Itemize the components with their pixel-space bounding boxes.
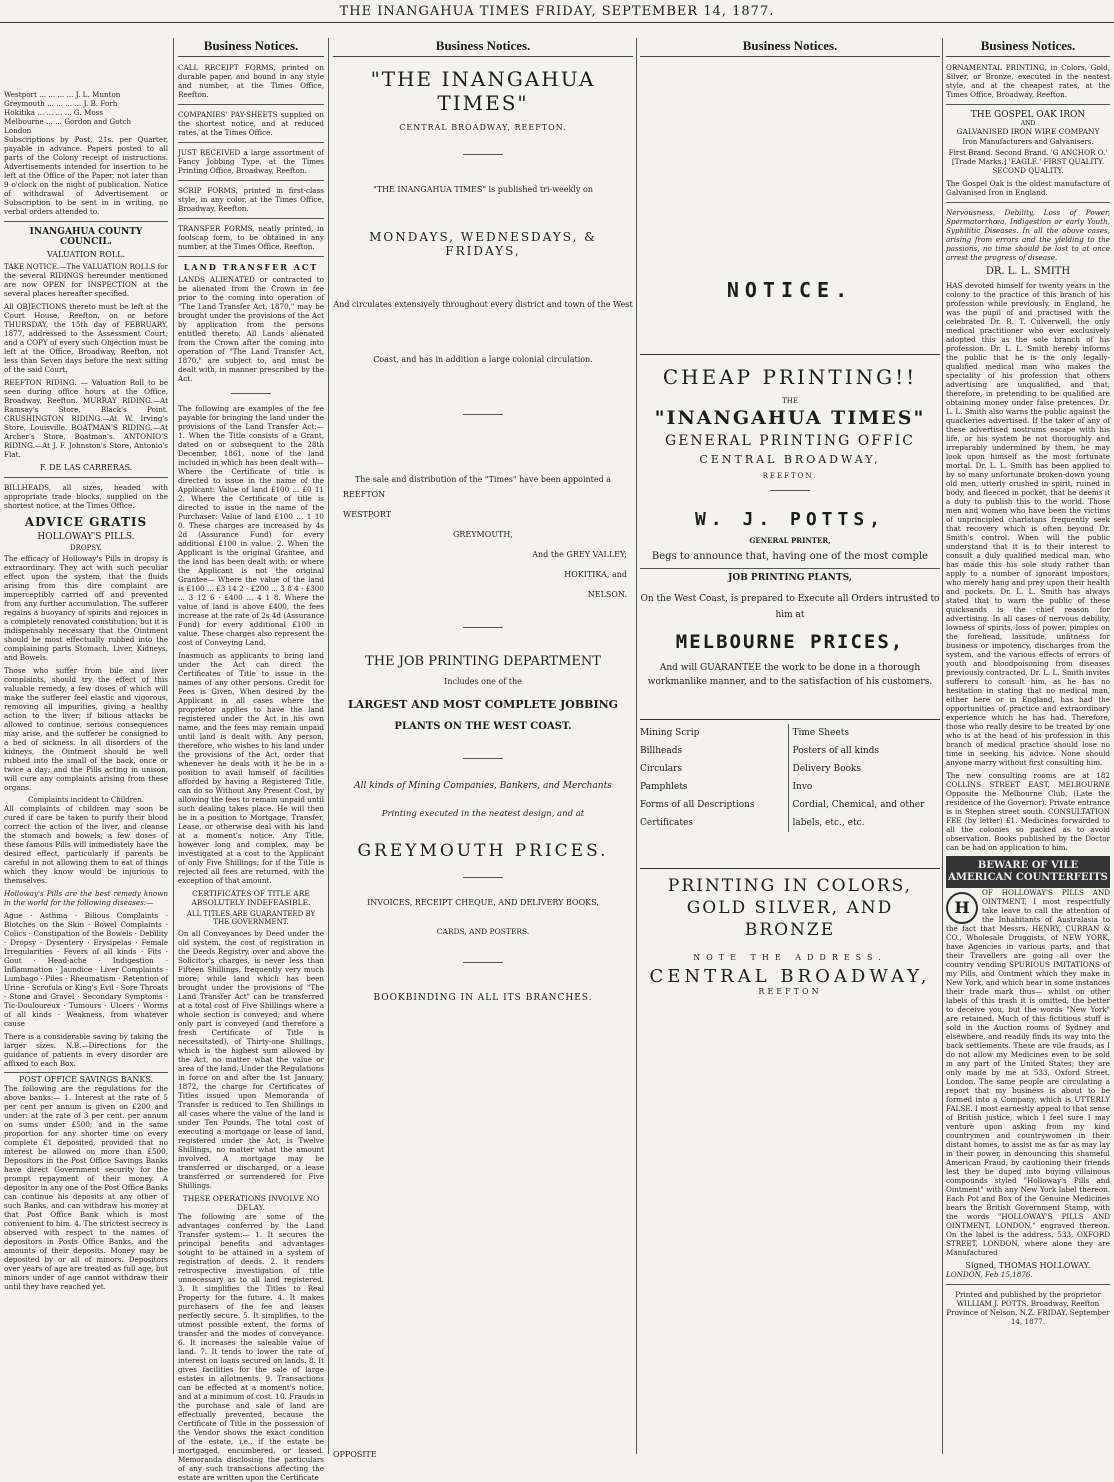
guarantee-heading: ALL TITLES ARE GUARANTEED BY THE GOVERNMENT. [186, 910, 316, 926]
holloway-heading: HOLLOWAY'S PILLS. [37, 532, 135, 542]
place-line: NELSON. [587, 590, 627, 599]
colors-heading: PRINTING IN COLORS, GOLD SILVER, AND BRONZE [667, 876, 913, 940]
agent-line: London [4, 126, 32, 135]
column-1 [4, 38, 168, 1448]
agents-list [4, 90, 168, 135]
place-line: REEFTON [343, 490, 386, 499]
print-item: Circulars [640, 764, 683, 774]
job-plants: JOB PRINTING PLANTS, [640, 568, 940, 583]
column-3 [333, 38, 633, 1448]
diseases-heading: Holloway's Pills are the best remedy known in the world for the following diseases:— [4, 889, 168, 907]
times-heading: "INANGAHUA TIMES" [654, 407, 926, 429]
print-item: Forms of all Descriptions [640, 800, 755, 810]
trademark-seal: H [946, 892, 978, 924]
central-broadway-footer: CENTRAL BROADWAY, [649, 966, 931, 987]
beware-banner: BEWARE OF VILE AMERICAN COUNTERFEITS [946, 856, 1110, 888]
place-line: GREYMOUTH, [453, 530, 513, 539]
items-right [789, 724, 941, 832]
consulting-rooms: The new consulting rooms are at 182 COLLINS STREET EAST, MELBOURNE Opposite the Melbourne Club, (Late the residence of the Governor). Private entrance is in Stephen street south. CONSULTATION FEE (by letter) £1. Medicines forwarded to all the colonies so packed as to avoid observation. Books published by the Doctor can be had on application to him. [946, 771, 1110, 852]
reefton-footer: REEFTON [758, 987, 822, 996]
print-item: Pamphlets [640, 782, 688, 792]
agents-intro: The sale and distribution of the "Times" have been appointed a [354, 475, 612, 484]
holloway-signature: Signed, THOMAS HOLLOWAY. [965, 1261, 1091, 1270]
notice-heading: NOTICE. [726, 278, 854, 302]
greymouth-prices: GREYMOUTH PRICES. [357, 841, 609, 861]
agent-line: Melbourne ... ... Gordon and Gotch [4, 117, 132, 126]
print-item: Billheads [640, 746, 683, 756]
fees-text: The following are examples of the fee payable for bringing the land under the provisions of the Land Transfer Act:— 1. When the Title consists of a Grant, dated on or subsequent to the 28th December, 1861, none of the land included in which has been dealt with— Where the Certificate of title is directed to issue in the name of the Applicant: Value of land £100 ... £0 11 2. Where the Certificate of title is directed to issue in the name of the Purchaser: Value of land £100 ... 1 10 0. These charges are increased by 4s 2d (Assurance Fund) for every additional £100 in value. 2. When the Applicant is the original Grantee, and the land has been dealt with; or where the Applicant is not the original Grantee— Where the value of the land is £100 ... £3 14 2 · £200 ... 3 8 4 · £300 ... 3 12 6 · £400 ... 4 1 8. Where the value of land is above £400, the fees increase at the rate of 2s 4d (Assurance Fund) for every additional £100 in value. These charges also represent the cost of Conveying Land. [178, 404, 324, 647]
diseases-list: Ague · Asthma · Bilious Complaints · Blotches on the Skin · Bowel Complaints · Colics · Constipation of the Bowels · Debility · Dropsy · Dysentery · Erysipelas · Female Irregularities · Fevers of all kinds · Fits · Gout · Head-ache · Indigestion · Inflammation · Jaundice · Liver Complaints · Lumbago · Piles · Rheumatism · Retention of Urine · Scrofula or King's Evil · Sore Throats · Stone and Gravel · Secondary Symptoms · Tic-Douloureux · Tumours · Ulcers · Worms of all kinds · Weakness, from whatever cause [4, 911, 168, 1028]
column-rule [942, 38, 943, 1454]
brands-line: First Brand. Second Brand. 'G ANCHOR O.' [Trade Marks.] 'EAGLE.' FIRST QUALITY. SECOND QUALITY. [948, 148, 1108, 175]
paper-address: CENTRAL BROADWAY, REEFTON. [399, 123, 567, 132]
guarantee-line: And will GUARANTEE the work to be done in a thorough workmanlike manner, and to the satisfaction of his customers. [647, 663, 933, 687]
top-rule [0, 22, 1114, 23]
cheap-printing: CHEAP PRINTING!! [662, 365, 918, 389]
dropsy-text: The efficacy of Holloway's Pills in dropsy is extraordinary. They act with such peculiar effect upon the system, that the fluids arising from this dire complaint are imperceptibly carried off and prevented from any further accumulation. The sufferer regains a buoyancy of spirits and rejoices in a completely renovated constitution; but it is indispensably necessary that the Ointment should be most effectually rubbed into the complaining parts Stomach, Liver, Kidneys, and Bowels. [4, 554, 168, 662]
begs-line: Begs to announce that, having one of the most comple [651, 551, 929, 562]
galvanised-line: GALVANISED IRON WIRE COMPANY [956, 127, 1100, 136]
bile-text: Those who suffer from bile and liver complaints, should try the effect of this valuable remedy, a few doses of which will make the sufferer feel elastic and vigorous, removing all impurities, giving a healthy action to the liver; if bilious attacks be allowed to continue, serious consequences may arise, and the sufferer be consigned to a bed of sickness. In all disorders of the kidneys, the Ointment should be well rubbed into the small of the back, once or twice a day; and the Pills acting in unison, will cure any complaints arising from these organs. [4, 666, 168, 792]
objections-text: All OBJECTIONS thereto must be left at the Court House, Reefton, on or before THURSDAY, the 15th day of FEBRUARY, 1877, addressed to the Assessment Court; and a COPY of every such Objection must be left at the Office, Broadway, Reefton, not less than Seven days before the next sitting of the said Court. [4, 302, 168, 374]
published-line: "THE INANGAHUA TIMES" is published tri-weekly on [373, 185, 593, 194]
place-line: WESTPORT [343, 510, 392, 519]
subscription-terms: Subscriptions by Post, 21s. per Quarter, payable in advance. Papers posted to all parts of the Colony receipt of instructions. Advertisements intended for insertion to be left at the Office of the Paper, not later than 9 o'clock on the night of publication. Notice of withdrawal of Advertisement or Subscription to be sent in in writing, no verbal orders attended to. [4, 135, 168, 216]
operations-text: The following are some of the advantages conferred by the Land Transfer system:— 1. It secures the principal benefits and advantages sought to be attained in a system of registration of deeds. 2. It renders retrospective investigation of title unnecessary as to all land registered. 3. It simplifies the Titles to Real Property for the future. 4. It makes purchasers of the fee and leases perfectly secure. 5. It simplifies, to the utmost possible extent, the forms of transfer and the modes of conveyance. 6. It increases the saleable value of land. 7. It tends to lower the rate of interest on loans secured on lands. 8. It gives facilities for the sale of large estates in allotments. 9. Transactions can be effected at a moment's notice, and at a minimum of cost. 10. Frauds in the purchase and sale of land are effectually prevented, because the Certificate of Title in the possession of the Vendor shows the exact condition of the estate, i.e., if the estate be mortgaged, encumbered, or leased. Memoranda disclosing the particulars of any such transactions affecting the estate are written upon the Certificate [178, 1212, 324, 1482]
agent-line: Greymouth ... ... ... ... J. B. Forh [4, 99, 118, 108]
potts-name: W. J. POTTS, [694, 509, 886, 530]
certificates-heading: CERTIFICATES OF TITLE ARE ABSOLUTELY INDEFEASIBLE. [191, 889, 311, 907]
holloway-date: LONDON, Feb 15,1876. [946, 1270, 1033, 1279]
valuation-heading: VALUATION ROLL. [46, 250, 126, 259]
agent-line: Hokitika ... ... ... ... G. Moss [4, 108, 104, 117]
section-header: Business Notices. [178, 38, 324, 57]
ornamental-ad: ORNAMENTAL PRINTING, in Colors, Gold, Silver, or Bronze, executed in the neatest style, and at the cheapest rates, at the Times Office, Broadway, Reefton. [946, 63, 1110, 99]
neatest-line: Printing executed in the neatest design, and at [381, 809, 585, 819]
advice-heading: ADVICE GRATIS [24, 515, 148, 529]
ridings-text: REEFTON RIDING. — Valuation Roll to be seen during office hours at the Office, Broadway, Reefton. MURRAY RIDING.—At Ramsay's Store, Black's Point. CRUSHINGTON RIDING.—At W. Irving's Store, Louisville. BOATMAN'S RIDING.—At Archer's Store, Boatman's. ANTONIO'S RIDING.—At J. F. Johnston's Store, Antonio's Flat. [4, 378, 168, 459]
jobbing-type-ad: JUST RECEIVED a large assortment of Fancy Jobbing Type, at the Times Printing Office, Broadway, Reefton. [178, 148, 324, 175]
column-rule [636, 38, 637, 1454]
credit-text: Inasmuch as applicants to bring land under the Act can direct the Certificates of Title to issue in the names of any other persons. Credit for Fees is Given, When desired by the Applicant in all cases where the proprietor applies to have the land registered under the Act in his own name, and the fees may remain unpaid until land is dealt with. Any person, therefore, who wishes to his land under the provisions of the Act, order that whenever he deals with it he be in a position to avail himself of facilities afforded by having a Registered Title, can do so Without Any Present Cost, by allowing the fees to remain unpaid until such dealing takes place. He will then be in a position to Mortgage, Transfer, Lease, or otherwise deal with his land at a moment's notice. Any Title, however long and complex, may be investigated at a cost to the Applicant of only Five Shillings; for if the Title is rejected all fees are returned, with the exception of that amount. [178, 651, 324, 885]
dropsy-heading: DROPSY. [69, 544, 103, 552]
section-header: Business Notices. [640, 38, 940, 57]
print-item: Certificates [640, 818, 693, 828]
column-2 [178, 38, 324, 1482]
footer-opposite: OPPOSITE [333, 1450, 377, 1459]
masthead: THE INANGAHUA TIMES FRIDAY, SEPTEMBER 14, 1877. [339, 4, 775, 19]
section-header: Business Notices. [333, 38, 633, 57]
column-rule [328, 38, 329, 1454]
call-receipt-ad: CALL RECEIPT FORMS, printed on durable paper, and bound in any style and number, at the Times Office, Reefton. [178, 63, 324, 99]
general-printing-office: GENERAL PRINTING OFFIC [665, 433, 915, 449]
general-printer: GENERAL PRINTER, [749, 536, 831, 545]
holloway-note: There is a considerable saving by taking the larger sizes. N.B.—Directions for the guidance of patients in every disorder are affixed to each Box. [4, 1032, 168, 1068]
gospel-heading: THE GOSPEL OAK IRON [970, 110, 1086, 120]
coast-line: Coast, and has in addition a large colonial circulation. [373, 355, 593, 364]
children-text: All complaints of children may soon be cured if care be taken to purify their blood correct the action of the liver, and cleanse the stomach and bowels; a few doses of these famous Pills will immediately have the desired effect, particularly if parents be careful in not allowing them to eat of things which they know would be injurious to themselves. [4, 804, 168, 885]
places-list [333, 490, 633, 599]
transfer-forms-ad: TRANSFER FORMS, neatly printed, in foolscap form, to be obtained in any number, at the Times Office, Reefton. [178, 224, 324, 251]
place-line: And the GREY VALLEY; [532, 550, 627, 559]
gospel-and: AND [1020, 120, 1036, 127]
land-transfer-heading: LAND TRANSFER ACT [183, 262, 319, 272]
days-line: MONDAYS, WEDNESDAYS, & FRIDAYS, [369, 230, 597, 258]
print-item: Invo [792, 782, 813, 792]
pay-sheets-ad: COMPANIES' PAY-SHEETS supplied on the shortest notice, and at reduced rates, at the Times Office. [178, 110, 324, 137]
section-header: Business Notices. [946, 38, 1110, 57]
nervousness-ad: Nervousness, Debility, Loss of Power, Spermatorrhœa, Indigestion or early Youth, Syphilitic Diseases. In all the above cases, arising from errors and the yielding to the passions, no time should be lost to at once arrest the progress of disease. [946, 208, 1110, 262]
scrip-forms-ad: SCRIP FORMS, printed in first-class style, in any color, at the Times Office, Broadway, Reefton. [178, 186, 324, 213]
plants-line: PLANTS ON THE WEST COAST. [394, 721, 572, 732]
signature: F. DE LAS CARRERAS. [39, 463, 133, 472]
largest-line: LARGEST AND MOST COMPLETE JOBBING [347, 698, 619, 711]
counterfeit-text: OF HOLLOWAY'S PILLS AND OINTMENT, I most respectfully take leave to call the attention of the Inhabitants of Australasia to the fact that Messrs. HENRY, CURRAN & CO., Wholesale Druggists, of NEW YORK, have Agencies in various parts, and that their Travellers are going all over the country vending SPURIOUS IMITATIONS of my Pills, and Ointment which they make in New York, and which bear in some instances their trade mark thus— whilst on other labels of this trash it is omitted, the better to deceive you, but the words "New York" are retained. Much of this fictitious stuff is sold in the Auction rooms of Sydney and elsewhere, and readily finds its way into the back settlements. These are vile frauds, as I do not allow my Medicines even to be sold in any part of the United States; they are only made by me at 533, Oxford Street, London. The same people are circulating a report that my business is about to be formed into a Company, which is UTTERLY FALSE. I most earnestly appeal to that sense of British justice, which I feel sure I may venture upon asking from my kind countrymen and countrywomen in their distant homes, to assist me as far as may lay in their power, in denouncing this shameful American Fraud, by cautioning their friends lest they be duped into buying villainous compounds styled "Holloway's Pills and Ointment" with any New York label thereon. Each Pot and Box of the Genuine Medicines bears the British Government Stamp, with the words "HOLLOWAY'S PILLS AND OINTMENT, LONDON," engraved thereon. On the label is the address, 533, OXFORD STREET, LONDON, where alone they are Manufactured [946, 888, 1110, 1257]
melbourne-prices: MELBOURNE PRICES, [675, 631, 905, 653]
children-heading: Complaints incident to Children. [28, 796, 144, 804]
dr-smith-heading: DR. L. L. SMITH [985, 266, 1071, 277]
includes-line: Includes one of the [444, 677, 522, 686]
west-coast-line: On the West Coast, is prepared to Execute all Orders intrusted to him at [640, 594, 940, 620]
print-item: Cordial, Chemical, and other [792, 800, 925, 810]
all-kinds-line: All kinds of Mining Companies, Bankers, and Merchants [354, 781, 612, 791]
column-rule [173, 38, 174, 1454]
job-department: THE JOB PRINTING DEPARTMENT [365, 654, 601, 669]
savings-heading: POST OFFICE SAVINGS BANKS. [4, 1072, 168, 1084]
billheads-ad: BILLHEADS, all sizes, headed with appropriate trade blocks, supplied on the shortest notice, at the Times Office. [4, 483, 168, 510]
council-heading: INANGAHUA COUNTY COUNCIL. [29, 227, 143, 247]
paper-title: "THE INANGAHUA TIMES" [370, 67, 596, 115]
place-line: HOKITIKA, and [564, 570, 627, 579]
reefton-line: REEFTON. [762, 472, 818, 480]
operations-heading: THESE OPERATIONS INVOLVE NO DELAY. [182, 1194, 320, 1212]
the-line: THE [782, 397, 798, 405]
column-4 [640, 38, 940, 1448]
iron-line: Iron Manufacturers and Galvanisers. [962, 138, 1094, 146]
print-item: Posters of all kinds [792, 746, 880, 756]
print-item: Mining Scrip [640, 728, 700, 738]
land-transfer-text: LANDS ALIENATED or contracted to be alienated from the Crown in fee prior to the coming into operation of "The Land Transfer Act, 1870," may be brought under the provisions of the Act by application from the persons entitled thereto. All Lands alienated from the Crown after the coming into operation of "The Land Transfer Act, 1870," are subject to, and must be dealt with, in manner prescribed by the Act. [178, 275, 324, 383]
bookbinding-line: BOOKBINDING IN ALL ITS BRANCHES. [373, 993, 593, 1003]
imprint: Printed and published by the proprietor WILLIAM J. POTTS, Broadway, Reefton Province of Nelson, N.Z. FRIDAY, September 14, 1877. [946, 1290, 1110, 1326]
column-5 [946, 38, 1110, 1448]
oldest-line: The Gospel Oak is the oldest manufacture of Galvanised Iron in England. [946, 179, 1110, 197]
dr-smith-text: HAS devoted himself for twenty years in the colony to the practice of this branch of his profession while previously, in England, he was the pupil of and practised with the celebrated Dr. R. T. Culverwell, the only medical practitioner who ever exclusively adopted this as the sole branch of his profession. Dr. L. L. Smith hereby informs the public that he is the only legally-qualified medical man who makes the speciality of his profession that others advertising are unqualified, and that, therefore, in pretending to be qualified are obtaining money under false pretences. Dr. L. L. Smith also warns the public against the quackeries advertised. If the taker of any of these advertised nostrums escape with his life, or his system be not thoroughly and irreparably undermined by them, he may look upon himself as the most fortunate mortal. Dr. L. L. Smith has been applied to by so many unfortunate broken-down young old men, utterly crushed in spirit, ruined in body, and fleeced in pocket, that he deems it a duty to publish this to the world. Those men and women who have been the victims of unprincipled charlatans frequently seek that recovery which is often beyond Dr. Smith's control. When will the public understand that it is to their interest to consult a duly qualified medical man, who has made this his sole study rather than apply to a number of ignorant impostors, who merely hang and prey upon their health and pockets. Dr. L. L. Smith has always stated that to warn the public of these quicksands is the chief reason for advertising. In all cases of nervous debility, lowness of spirits, loss of power, pimples on the forehead, lassitude, unfitness for business or impotency, discharges from the system, and the various effects of errors of youth and bloodpoisoning from diseases previously contracted, Dr. L. L. Smith invites sufferers to consult him, as he has no hesitation in stating that no medical man, either here or in England, has had the opportunities of practice and extraordinary experience which he has had. Therefore, those who really desire to be treated by one who is at the head of his profession in this branch of medical practice should lose no time in seeking his advice. None should anyone marry without first consulting him. [946, 281, 1110, 767]
central-broadway: CENTRAL BROADWAY, [699, 453, 881, 466]
print-item: Time Sheets [792, 728, 849, 738]
savings-text: The following are the regulations for the above banks:— 1. Interest at the rate of 5 per cent per annum is given on £200 and under: at the rate of 3 per cent. per annum on sums under £500; and in the same proportion for any shorter time on every complete £1 deposited, provided that no interest be allowed on more than £500. Depositors in the Post Office Savings Banks have direct Government security for the prompt repayment of their money. A depositor in any one of the Post Office Banks can continue his deposits at any other of such Banks, and can withdraw his money at that Post Office Bank which is most convenient to him. 4. The strictest secrecy is observed with respect to the names of depositors in Posts Office Banks, and the amounts of their deposits. Money may be deposited by or all of minors. Depositors over years of age are treated as full age, but minors under of age cannot withdraw their until they have reached yet. [4, 1084, 168, 1291]
guarantee-text: On all Conveyances by Deed under the old system, the cost of registration in the Deeds Registry, over and above the Solicitor's charges, is never less than Fifteen Shillings, frequently very much more; while land which has been brought under the provisions of "The Land Transfer Act" can be transferred at a total cost of Five Shillings where a whole section is conveyed; and where only part is conveyed (and therefore a fresh Certificate of Title is necessitated), of Thirty-one Shillings, which is the highest sum allowed by the Act, no matter what the value or area of the land. Under the Regulations in force on and after the 1st January, 1872, the charge for Certificates of Titles issued upon Memoranda of Transfer is reduced to Ten Shillings in all cases where the value of the land is under Ten Pounds. The total cost of executing a mortgage or lease of land, registered under the Act, is Twelve Shillings, no matter what the amount involved. A mortgage may be transferred or discharged, or a lease transferred or surrendered for Five Shillings. [178, 929, 324, 1190]
invoices-line: INVOICES, RECEIPT CHEQUE, AND DELIVERY BOOKS, [367, 898, 599, 907]
print-item: labels, etc., etc. [792, 818, 865, 828]
items-left [640, 724, 789, 832]
cards-line: CARDS, AND POSTERS. [436, 927, 530, 936]
print-item: Delivery Books [792, 764, 861, 774]
valuation-notice: TAKE NOTICE.—The VALUATION ROLLS for the several RIDINGS hereunder mentioned are now OPEN for INSPECTION at the several places hereafter specified. [4, 262, 168, 298]
note-address: NOTE THE ADDRESS. [693, 953, 887, 962]
agent-line: Westport ... ... ... ... J. L. Munton [4, 90, 121, 99]
circulation-line: And circulates extensively throughout every district and town of the West [333, 300, 633, 309]
